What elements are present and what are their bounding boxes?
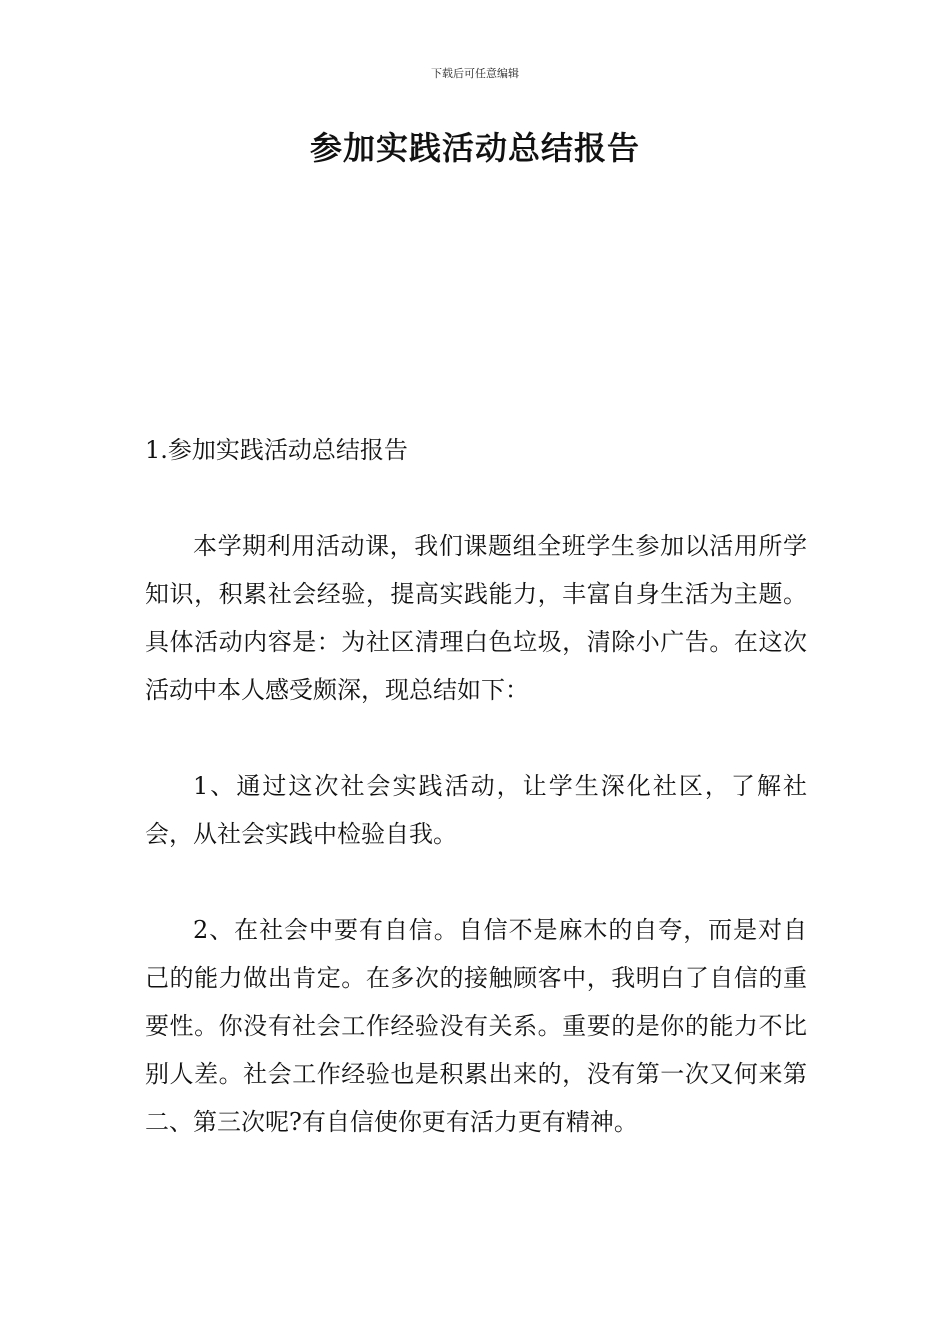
paragraph-intro: 本学期利用活动课，我们课题组全班学生参加以活用所学知识，积累社会经验，提高实践能力，丰富自身生活为主题。具体活动内容是：为社区清理白色垃圾，清除小广告。在这次活动中本人感受颇深，现总结如下： xyxy=(145,532,807,704)
document-title: 参加实践活动总结报告 xyxy=(309,129,640,167)
paragraph-point-2: 2、在社会中要有自信。自信不是麻木的自夸，而是对自己的能力做出肯定。在多次的接触顾客中，我明白了自信的重要性。你没有社会工作经验没有关系。重要的是你的能力不比别人差。社会工作经验也是积累出来的，没有第一次又何来第二、第三次呢?有自信使你更有活力更有精神。 xyxy=(145,916,807,1136)
document-body xyxy=(145,426,807,1146)
paragraph-point-1: 1、通过这次社会实践活动，让学生深化社区，了解社会，从社会实践中检验自我。 xyxy=(145,772,807,848)
section-heading: 1.参加实践活动总结报告 xyxy=(145,436,408,464)
header-note: 下载后可任意编辑 xyxy=(431,67,519,80)
